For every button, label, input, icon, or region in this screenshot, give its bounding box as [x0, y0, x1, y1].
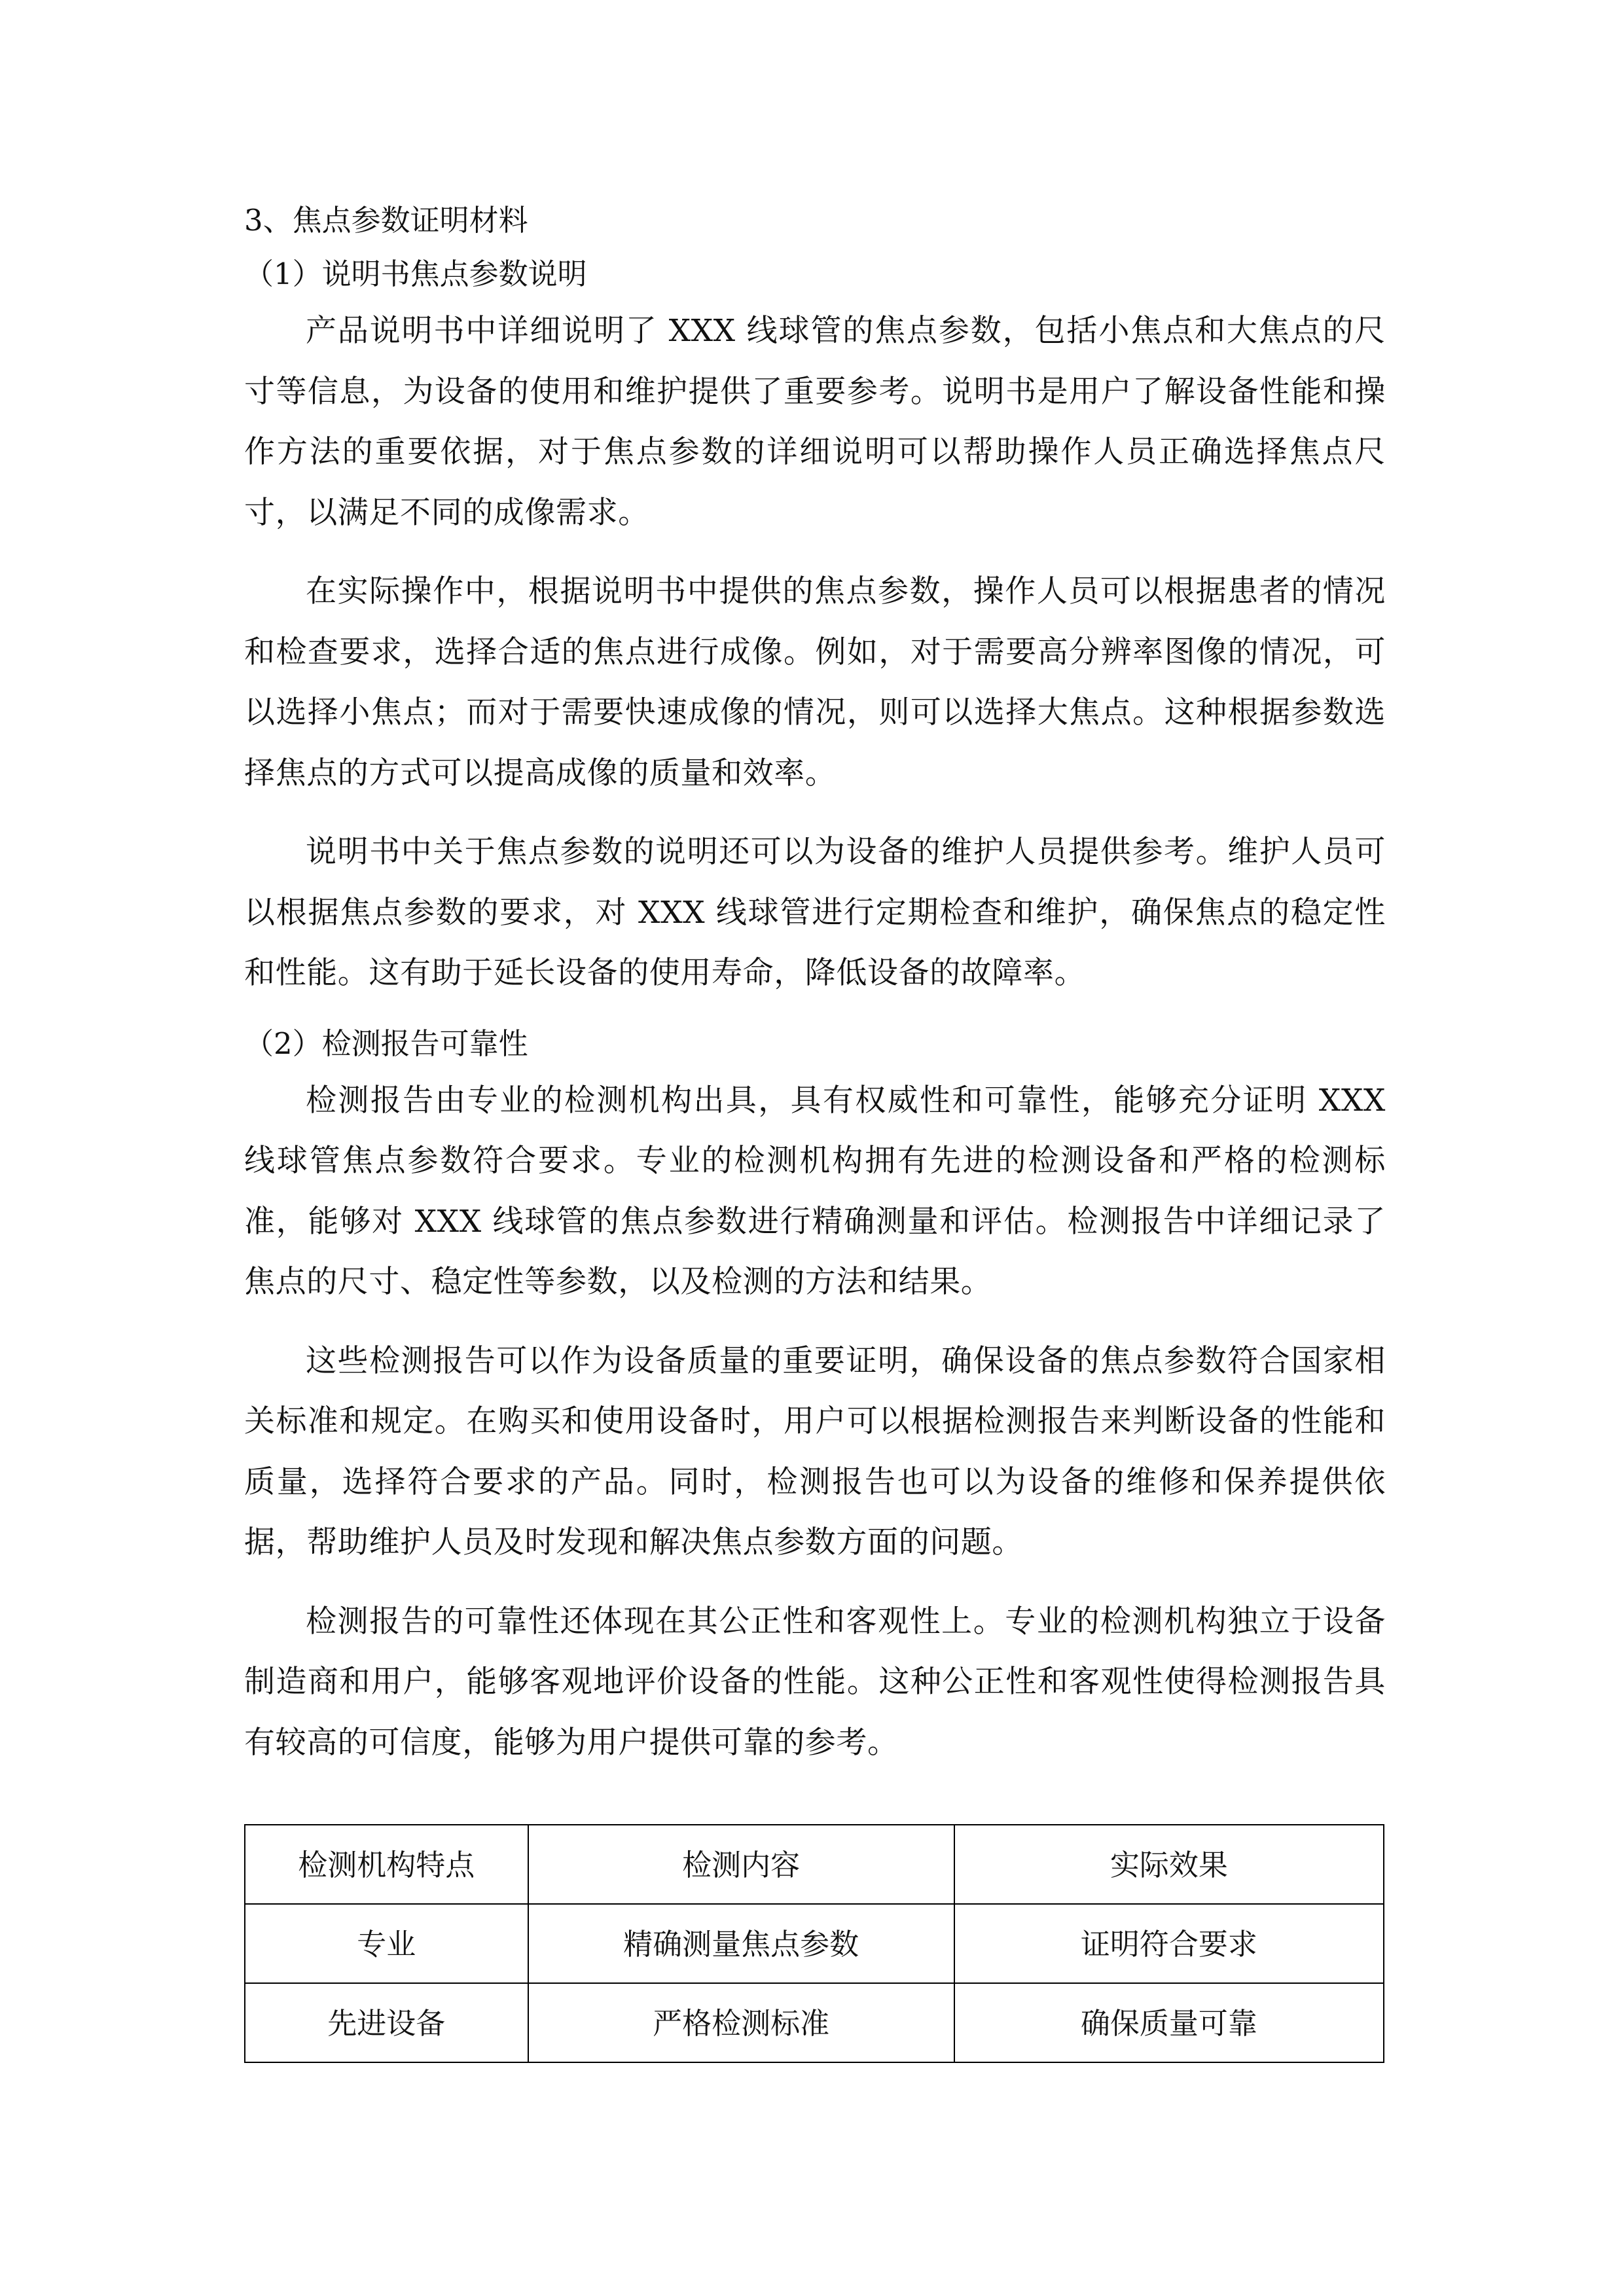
document-body: [244, 194, 1386, 1773]
inspection-table: [244, 1824, 1384, 2063]
part2-paragraph-3: 检测报告的可靠性还体现在其公正性和客观性上。专业的检测机构独立于设备制造商和用户，能够客观地评价设备的性能。这种公正性和客观性使得检测报告具有较高的可信度，能够为用户提供可靠的参考。: [244, 1603, 1386, 1761]
table-cell: 严格检测标准: [528, 1983, 954, 2062]
table-cell: 证明符合要求: [954, 1904, 1384, 1983]
table-row: [245, 1983, 1384, 2062]
table-cell: 专业: [245, 1904, 528, 1983]
table-header-cell: 检测机构特点: [245, 1825, 528, 1904]
part2-paragraph-1: 检测报告由专业的检测机构出具，具有权威性和可靠性，能够充分证明 XXX 线球管焦点参数符合要求。专业的检测机构拥有先进的检测设备和严格的检测标准，能够对 XXX 线球管的焦点参数进行精确测量和评估。检测报告中详细记录了焦点的尺寸、稳定性等参数，以及检测的方法和结果。: [244, 1082, 1386, 1300]
table-header-cell: 检测内容: [528, 1825, 954, 1904]
part1-paragraph-3: 说明书中关于焦点参数的说明还可以为设备的维护人员提供参考。维护人员可以根据焦点参数的要求，对 XXX 线球管进行定期检查和维护，确保焦点的稳定性和性能。这有助于延长设备的使用寿命，降低设备的故障率。: [244, 834, 1386, 991]
section-title: 3、焦点参数证明材料: [244, 203, 528, 238]
part1-paragraph-1: 产品说明书中详细说明了 XXX 线球管的焦点参数，包括小焦点和大焦点的尺寸等信息，为设备的使用和维护提供了重要参考。说明书是用户了解设备性能和操作方法的重要依据，对于焦点参数的详细说明可以帮助操作人员正确选择焦点尺寸，以满足不同的成像需求。: [244, 313, 1386, 531]
table-cell: 精确测量焦点参数: [528, 1904, 954, 1983]
part1-title: （1）说明书焦点参数说明: [244, 257, 587, 291]
table-header-cell: 实际效果: [954, 1825, 1384, 1904]
part1-paragraph-2: 在实际操作中，根据说明书中提供的焦点参数，操作人员可以根据患者的情况和检查要求，选择合适的焦点进行成像。例如，对于需要高分辨率图像的情况，可以选择小焦点；而对于需要快速成像的情况，则可以选择大焦点。这种根据参数选择焦点的方式可以提高成像的质量和效率。: [244, 573, 1386, 791]
part2-title: （2）检测报告可靠性: [244, 1026, 528, 1061]
part2-paragraph-2: 这些检测报告可以作为设备质量的重要证明，确保设备的焦点参数符合国家相关标准和规定。在购买和使用设备时，用户可以根据检测报告来判断设备的性能和质量，选择符合要求的产品。同时，检测报告也可以为设备的维修和保养提供依据，帮助维护人员及时发现和解决焦点参数方面的问题。: [244, 1342, 1386, 1560]
table-cell: 先进设备: [245, 1983, 528, 2062]
table-cell: 确保质量可靠: [954, 1983, 1384, 2062]
table-row: [245, 1904, 1384, 1983]
table-header-row: [245, 1825, 1384, 1904]
